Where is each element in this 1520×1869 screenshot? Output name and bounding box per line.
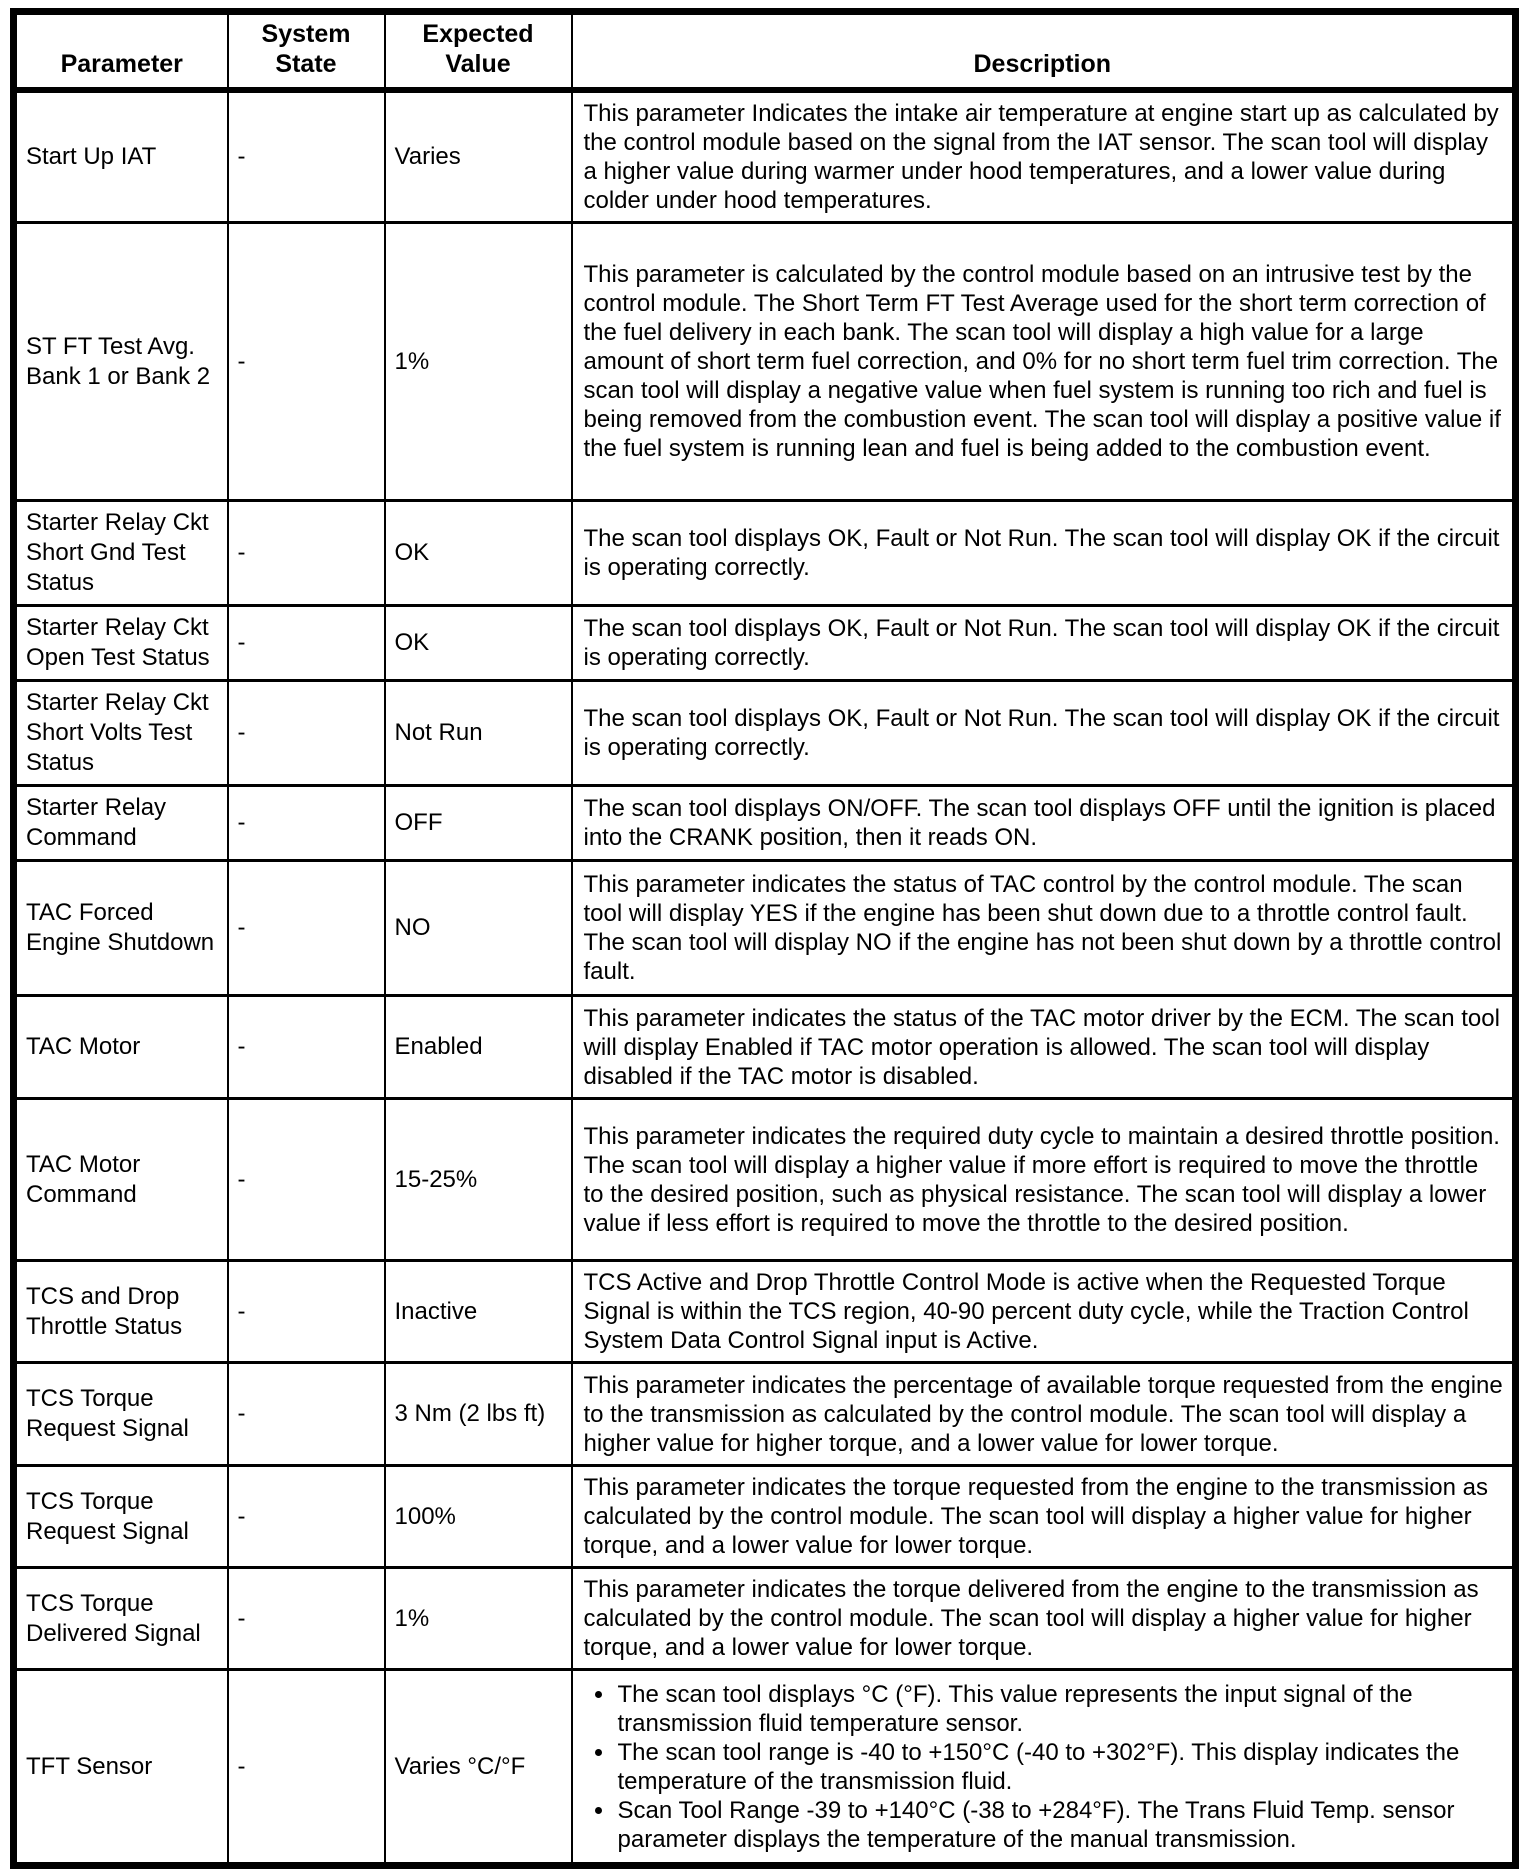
expected-value-cell: OK — [385, 606, 572, 681]
table-row — [14, 786, 1516, 861]
header-parameter: Parameter — [14, 12, 228, 91]
system-state-cell: - — [228, 501, 385, 606]
expected-value-cell: 1% — [385, 223, 572, 501]
description-cell: The scan tool displays OK, Fault or Not Run. The scan tool will display OK if the circuit is operating correctly. — [572, 606, 1516, 681]
expected-value-cell: Enabled — [385, 996, 572, 1099]
description-cell: The scan tool displays ON/OFF. The scan tool displays OFF until the ignition is placed into the CRANK position, then it reads ON. — [572, 786, 1516, 861]
table-row — [14, 996, 1516, 1099]
expected-value-cell: 15-25% — [385, 1099, 572, 1261]
description-cell: This parameter indicates the status of the TAC motor driver by the ECM. The scan tool will display Enabled if TAC motor operation is allowed. The scan tool will display disabled if the TAC motor is disabled. — [572, 996, 1516, 1099]
param-cell: TAC Motor Command — [14, 1099, 228, 1261]
param-cell: TCS Torque Request Signal — [14, 1466, 228, 1568]
header-system-state: System State — [228, 12, 385, 91]
system-state-cell: - — [228, 1466, 385, 1568]
param-cell: TAC Motor — [14, 996, 228, 1099]
param-cell: Starter Relay Ckt Open Test Status — [14, 606, 228, 681]
description-cell: This parameter indicates the percentage of available torque requested from the engine to the transmission as calculated by the control module. The scan tool will display a higher value for higher torque, and a lower value for lower torque. — [572, 1363, 1516, 1466]
description-cell: The scan tool displays OK, Fault or Not Run. The scan tool will display OK if the circuit is operating correctly. — [572, 501, 1516, 606]
param-cell: ST FT Test Avg. Bank 1 or Bank 2 — [14, 223, 228, 501]
system-state-cell: - — [228, 606, 385, 681]
table-row — [14, 1568, 1516, 1670]
bullet-item: • The scan tool range is -40 to +150°C (-40 to +302°F). This display indicates the temperature of the transmission fluid. — [616, 1738, 1505, 1796]
table-row — [14, 501, 1516, 606]
expected-value-cell: 1% — [385, 1568, 572, 1670]
expected-value-cell: Inactive — [385, 1261, 572, 1363]
table-row — [14, 861, 1516, 996]
param-cell: Starter Relay Ckt Short Volts Test Status — [14, 681, 228, 786]
table-row — [14, 681, 1516, 786]
description-cell — [572, 1670, 1516, 1866]
expected-value-cell: 100% — [385, 1466, 572, 1568]
system-state-cell: - — [228, 996, 385, 1099]
system-state-cell: - — [228, 1670, 385, 1866]
system-state-cell: - — [228, 681, 385, 786]
description-cell: TCS Active and Drop Throttle Control Mode is active when the Requested Torque Signal is within the TCS region, 40-90 percent duty cycle, while the Traction Control System Data Control Signal input is Active. — [572, 1261, 1516, 1363]
scan-tool-parameter-table — [10, 8, 1519, 1869]
description-cell: The scan tool displays OK, Fault or Not Run. The scan tool will display OK if the circuit is operating correctly. — [572, 681, 1516, 786]
table-row — [14, 1261, 1516, 1363]
expected-value-cell: Varies — [385, 90, 572, 223]
system-state-cell: - — [228, 1363, 385, 1466]
param-cell: TCS and Drop Throttle Status — [14, 1261, 228, 1363]
expected-value-cell: Not Run — [385, 681, 572, 786]
description-cell: This parameter indicates the required duty cycle to maintain a desired throttle position. The scan tool will display a higher value if more effort is required to move the throttle to the desired position, such as physical resistance. The scan tool will display a lower value if less effort is required to move the throttle to the desired position. — [572, 1099, 1516, 1261]
expected-value-cell: Varies °C/°F — [385, 1670, 572, 1866]
header-expected-value: Expected Value — [385, 12, 572, 91]
param-cell: Starter Relay Ckt Short Gnd Test Status — [14, 501, 228, 606]
bullet-item: • The scan tool displays °C (°F). This value represents the input signal of the transmission fluid temperature sensor. — [616, 1680, 1505, 1738]
table-row — [14, 223, 1516, 501]
expected-value-cell: OK — [385, 501, 572, 606]
bullet-item: • Scan Tool Range -39 to +140°C (-38 to +284°F). The Trans Fluid Temp. sensor parameter displays the temperature of the manual transmission. — [616, 1796, 1505, 1854]
expected-value-cell: NO — [385, 861, 572, 996]
table-row — [14, 90, 1516, 223]
table-row — [14, 1099, 1516, 1261]
description-cell: This parameter is calculated by the control module based on an intrusive test by the control module. The Short Term FT Test Average used for the short term correction of the fuel delivery in each bank. The scan tool will display a high value for a large amount of short term fuel correction, and 0% for no short term fuel trim correction. The scan tool will display a negative value when fuel system is running too rich and fuel is being removed from the combustion event. The scan tool will display a positive value if the fuel system is running lean and fuel is being added to the combustion event. — [572, 223, 1516, 501]
header-description: Description — [572, 12, 1516, 91]
system-state-cell: - — [228, 1099, 385, 1261]
description-bullet-list — [584, 1680, 1505, 1854]
system-state-cell: - — [228, 90, 385, 223]
param-cell: Start Up IAT — [14, 90, 228, 223]
system-state-cell: - — [228, 861, 385, 996]
expected-value-cell: 3 Nm (2 lbs ft) — [385, 1363, 572, 1466]
description-cell: This parameter indicates the torque delivered from the engine to the transmission as calculated by the control module. The scan tool will display a higher value for higher torque, and a lower value for lower torque. — [572, 1568, 1516, 1670]
param-cell: TCS Torque Delivered Signal — [14, 1568, 228, 1670]
system-state-cell: - — [228, 223, 385, 501]
system-state-cell: - — [228, 786, 385, 861]
table-row — [14, 606, 1516, 681]
system-state-cell: - — [228, 1568, 385, 1670]
header-row — [14, 12, 1516, 91]
param-cell: TAC Forced Engine Shutdown — [14, 861, 228, 996]
param-cell: Starter Relay Command — [14, 786, 228, 861]
system-state-cell: - — [228, 1261, 385, 1363]
expected-value-cell: OFF — [385, 786, 572, 861]
param-cell: TFT Sensor — [14, 1670, 228, 1866]
table-row — [14, 1670, 1516, 1866]
table-row — [14, 1466, 1516, 1568]
table-row — [14, 1363, 1516, 1466]
description-cell: This parameter indicates the status of TAC control by the control module. The scan tool will display YES if the engine has been shut down due to a throttle control fault. The scan tool will display NO if the engine has not been shut down by a throttle control fault. — [572, 861, 1516, 996]
description-cell: This parameter indicates the torque requested from the engine to the transmission as calculated by the control module. The scan tool will display a higher value for higher torque, and a lower value for lower torque. — [572, 1466, 1516, 1568]
description-cell: This parameter Indicates the intake air temperature at engine start up as calculated by the control module based on the signal from the IAT sensor. The scan tool will display a higher value during warmer under hood temperatures, and a lower value during colder under hood temperatures. — [572, 90, 1516, 223]
param-cell: TCS Torque Request Signal — [14, 1363, 228, 1466]
